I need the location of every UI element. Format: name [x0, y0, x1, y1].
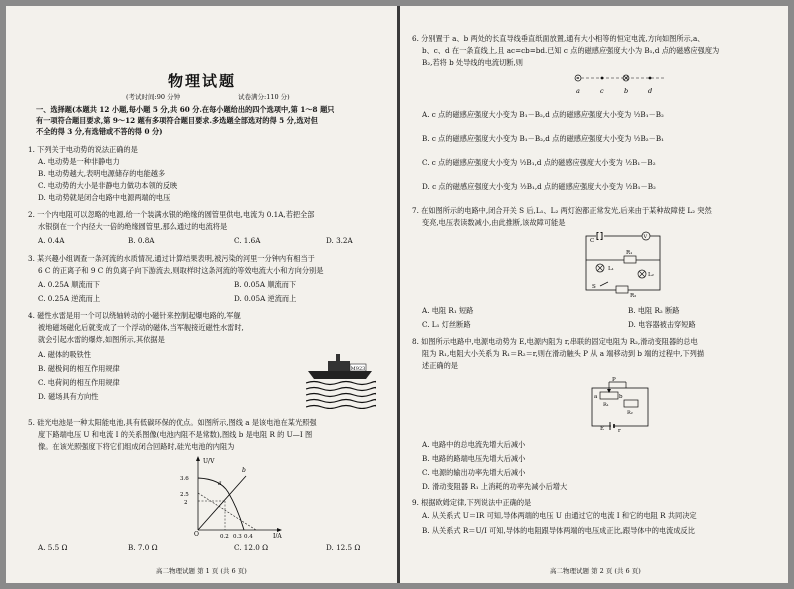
label-r2: R₂	[627, 410, 633, 416]
q9-option-a: A. 从关系式 U＝IR 可知,导体两端的电压 U 由通过它的电流 I 和它的电阻 R 共同决定	[422, 511, 697, 520]
q6-option-a: A. c 点的磁感应强度大小变为 B₁－B₂,d 点的磁感应强度大小变为 ½B₁－B₂	[422, 110, 664, 119]
q7-option-c: C. L₁ 灯丝断路	[422, 320, 471, 329]
q8-option-d: D. 滑动变阻器 R₁ 上消耗的功率先减小后增大	[422, 482, 568, 491]
q1-stem: 1. 下列关于电动势的说法正确的是	[28, 145, 138, 154]
q8-option-b: B. 电路的路端电压先增大后减小	[422, 454, 526, 463]
q8-option-a: A. 电路中的总电流先增大后减小	[422, 440, 526, 449]
label-r1: R₁	[603, 402, 609, 408]
section-heading-line3: 不全的得 3 分,有选错或不答的得 0 分)	[36, 127, 163, 136]
exam-time: (考试时间:90 分钟	[126, 93, 181, 101]
q2-option-a: A. 0.4A	[38, 236, 65, 245]
label-r2: R₂	[630, 293, 637, 298]
label-s: S	[592, 284, 596, 290]
label-p: P	[612, 377, 616, 383]
q2-option-d: D. 3.2A	[326, 236, 353, 245]
q5-option-b: B. 7.0 Ω	[128, 543, 158, 552]
q1-option-d: D. 电动势就是闭合电路中电源两端的电压	[38, 193, 171, 202]
q6-line2: b、c、d 在一条直线上,且 ac=cb=bd.已知 c 点的磁感应强度大小为 B₁,d 点的磁感应强度为	[422, 46, 720, 55]
q7-circuit-diagram	[580, 230, 670, 298]
q7-option-d: D. 电容器被击穿短路	[628, 320, 696, 329]
q5-option-c: C. 12.0 Ω	[234, 543, 269, 552]
exam-spread	[6, 6, 788, 583]
q6-option-b: B. c 点的磁感应强度大小变为 B₁－B₂,d 点的磁感应强度大小变为 ½B₂－B₁	[422, 134, 665, 143]
x-tick-0.4: 0.4	[244, 534, 253, 538]
q8-option-c: C. 电源的输出功率先增大后减小	[422, 468, 526, 477]
q8-line1: 8. 如图所示电路中,电源电动势为 E,电源内阻为 r,串联的固定电阻为 R₂,滑动变阻器的总电	[412, 337, 698, 346]
q5-line3: 像。在该光照强度下将它们组成闭合回路时,硅光电池的内阻为	[38, 442, 235, 451]
q5-line2: 度下路端电压 U 和电流 I 的关系图像(电池内阻不是常数),图线 b 是电阻 R 的 U—I 图	[38, 430, 313, 439]
q6-option-c: C. c 点的磁感应强度大小变为 ½B₁,d 点的磁感应强度大小变为 ½B₁－B₂	[422, 158, 656, 167]
label-r1: R₁	[626, 250, 633, 256]
label-a: a	[594, 394, 598, 400]
q4-line1: 4. 磁性水雷是用一个可以绕轴转动的小磁针来控制起爆电路的,军舰	[28, 311, 241, 320]
exam-score: 试卷满分:110 分)	[238, 93, 290, 101]
section-heading: 一、选择题(本题共 12 小题,每小题 5 分,共 60 分.在每小题给出的四个选项中,第 1～8 题只	[36, 105, 335, 114]
point-b: b	[624, 87, 629, 95]
y-tick-3.6: 3.6	[180, 476, 189, 482]
q9-option-b: B. 从关系式 R＝U/I 可知,导体的电阻跟导体两端的电压成正比,跟导体中的电流成反比	[422, 526, 695, 535]
q1-option-b: B. 电动势越大,表明电源储存的电能越多	[38, 169, 166, 178]
x-tick-0.3: 0.3	[233, 534, 242, 538]
q3-line2: 6 C 的正离子和 9 C 的负离子向下游流去,则取样时这条河流的等效电流大小和方向分别是	[38, 266, 324, 275]
label-r: r	[618, 428, 621, 434]
q5-option-a: A. 5.5 Ω	[38, 543, 68, 552]
page-title: 物理试题	[167, 72, 236, 90]
line-b	[198, 476, 246, 530]
q8-circuit-diagram	[586, 374, 658, 434]
q5-option-d: D. 12.5 Ω	[326, 543, 361, 552]
page-2	[400, 6, 788, 583]
graph-ylabel: U/V	[203, 458, 215, 465]
x-tick-0.2: 0.2	[220, 534, 229, 538]
q7-line1: 7. 在如图所示的电路中,闭合开关 S 后,L₁、L₂ 两灯泡都正常发光,后来由于某种故障使 L₂ 突然	[412, 206, 712, 215]
q7-option-a: A. 电阻 R₁ 短路	[422, 306, 474, 315]
q4-option-b: B. 磁极间的相互作用规律	[38, 364, 120, 373]
q1-option-c: C. 电动势的大小是非静电力做功本领的反映	[38, 181, 178, 190]
q2-line2: 水银倒在一个内径大一倍的绝缘圆管里,那么通过的电流将是	[38, 222, 228, 231]
curve-a-label: a	[218, 480, 222, 487]
q1-option-a: A. 电动势是一种非静电力	[38, 157, 120, 166]
q7-option-b: B. 电阻 R₂ 断路	[628, 306, 680, 315]
warship-mine-illustration	[306, 351, 376, 409]
label-b: b	[619, 394, 623, 400]
page-footer-right: 高二物理试题 第 2 页 (共 6 页)	[550, 567, 641, 575]
q2-option-c: C. 1.6A	[234, 236, 261, 245]
q4-option-a: A. 磁体的吸铁性	[38, 350, 91, 359]
q2-line1: 2. 一个内电阻可以忽略的电源,给一个装满水银的绝缘的圆管里供电,电流为 0.1A,若把全部	[28, 210, 315, 219]
q8-line2: 阻为 R₁,电阻大小关系为 R₁＝R₂＝r,则在滑动触头 P 从 a 端移动到 b 端的过程中,下列描	[422, 349, 705, 358]
y-tick-2.5: 2.5	[180, 492, 189, 498]
q4-option-d: D. 磁场具有方向性	[38, 392, 99, 401]
q3-option-b: B. 0.05A 顺流而下	[234, 280, 297, 289]
page-footer-left: 高二物理试题 第 1 页 (共 6 页)	[156, 567, 247, 575]
q2-option-b: B. 0.8A	[128, 236, 155, 245]
q5-ui-graph	[176, 454, 286, 538]
point-d: d	[648, 87, 653, 95]
q9-stem: 9. 根据欧姆定律,下列说法中正确的是	[412, 498, 532, 507]
q4-option-c: C. 电荷间的相互作用规律	[38, 378, 120, 387]
q3-option-a: A. 0.25A 顺流而下	[38, 280, 100, 289]
label-c: C	[590, 238, 595, 244]
label-l1: L₁	[608, 266, 614, 272]
line-b-label: b	[242, 467, 246, 474]
q7-line2: 变亮,电压表读数减小,由此推断,该故障可能是	[422, 218, 566, 227]
q5-line1: 5. 硅光电池是一种太阳能电池,具有低碳环保的优点。如图所示,图线 a 是该电池在某光照强	[28, 418, 317, 427]
graph-xlabel: I/A	[273, 533, 282, 538]
point-c: c	[600, 87, 604, 95]
graph-origin: O	[194, 531, 199, 538]
q3-option-c: C. 0.25A 逆流而上	[38, 294, 101, 303]
q4-line2: 被地磁场磁化后就变成了一个浮动的磁体,当军舰接近磁性水雷时,	[38, 323, 244, 332]
q3-line1: 3. 某兴趣小组调查一条河流的水质情况,通过计算结果表明,被污染的河里一分钟内有相当于	[28, 254, 315, 263]
label-l2: L₂	[648, 272, 654, 278]
page-1	[6, 6, 398, 583]
q8-line3: 述正确的是	[422, 361, 458, 370]
label-e: E	[600, 426, 605, 432]
q4-line3: 就会引起水雷的爆炸,如图所示,其依据是	[38, 335, 165, 344]
q6-wire-diagram	[570, 70, 670, 98]
ship-number: M923	[350, 366, 366, 372]
q6-line3: B₂,若将 b 处导线的电流切断,则	[422, 58, 523, 67]
section-heading-line2: 有一项符合题目要求,第 9～12 题有多项符合题目要求.多选题全部选对的得 5 分,选对但	[36, 116, 318, 125]
q6-line1: 6. 分别置于 a、b 两处的长直导线垂直纸面放置,通有大小相等的恒定电流,方向如图所示,a、	[412, 34, 705, 43]
q3-option-d: D. 0.05A 逆流而上	[234, 294, 297, 303]
label-v: V	[643, 234, 648, 240]
y-tick-2: 2	[184, 500, 188, 506]
point-a: a	[576, 87, 580, 95]
q6-option-d: D. c 点的磁感应强度大小变为 ½B₁,d 点的磁感应强度大小变为 ½B₁－B₂	[422, 182, 656, 191]
